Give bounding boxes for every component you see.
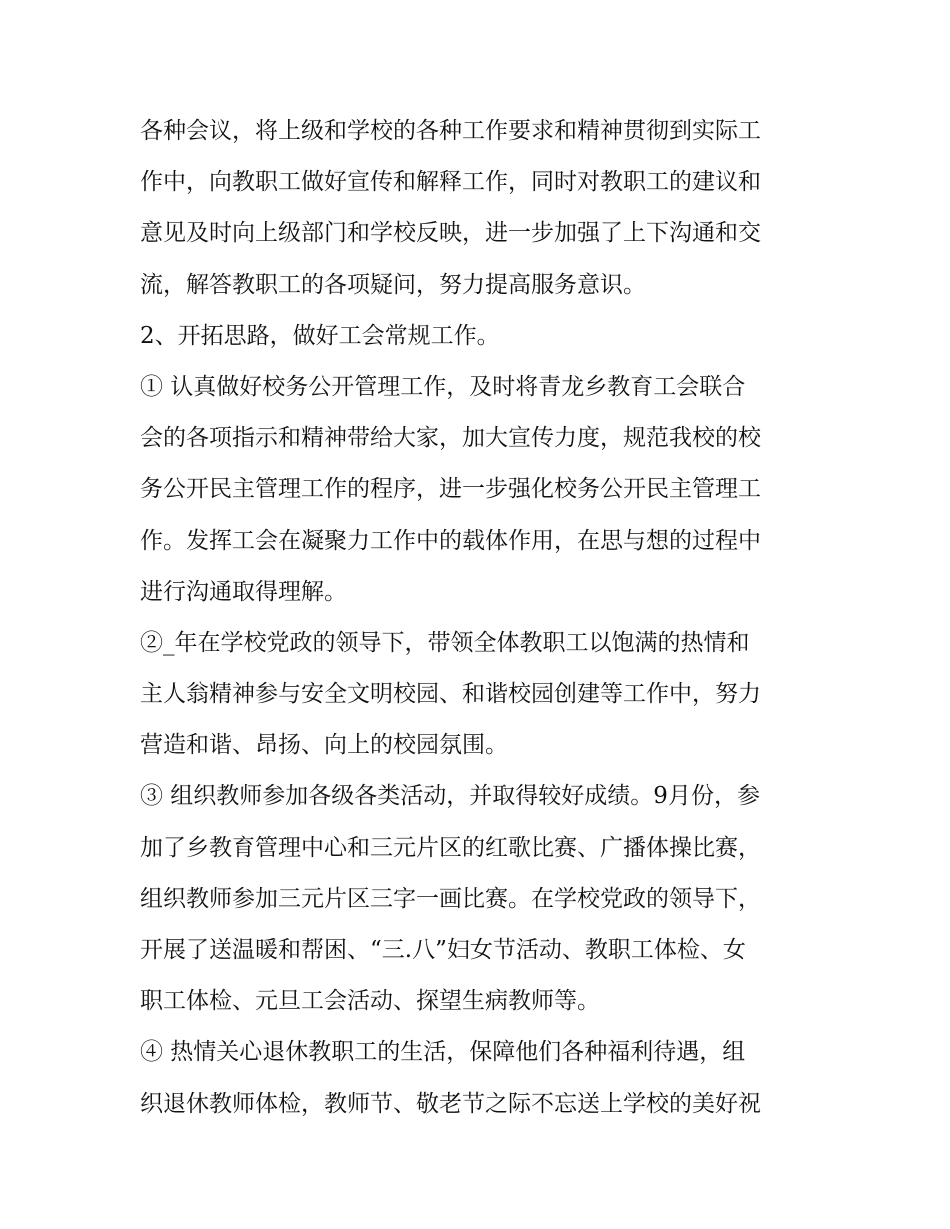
text-line: 加了乡教育管理中心和三元片区的红歌比赛、广播体操比赛， [140,834,761,861]
text-line: 各种会议，将上级和学校的各种工作要求和精神贯彻到实际工 [140,118,761,144]
text-line: 进行沟通取得理解。 [140,578,347,605]
text-line: 会的各项指示和精神带给大家，加大宣传力度，规范我校的校 [140,425,761,452]
text-line: 作。发挥工会在凝聚力工作中的载体作用，在思与想的过程中 [140,527,761,554]
text-line: 织退休教师体检，教师节、敬老节之际不忘送上学校的美好祝 [140,1090,761,1117]
text-line: ① 认真做好校务公开管理工作，及时将青龙乡教育工会联合 [140,373,746,400]
text-line: 意见及时向上级部门和学校反映，进一步加强了上下沟通和交 [140,220,761,247]
text-line: 营造和谐、昂扬、向上的校园氛围。 [140,732,508,759]
text-line: 开展了送温暖和帮困、“三.八”妇女节活动、教职工体检、女 [140,937,746,963]
section-heading: 2、开拓思路，做好工会常规工作。 [140,322,500,349]
text-line: 主人翁精神参与安全文明校园、和谐校园创建等工作中，努力 [140,681,761,708]
body-text [140,106,820,1130]
text-line: 作中，向教职工做好宣传和解释工作，同时对教职工的建议和 [140,169,761,196]
text-line: ②_年在学校党政的领导下，带领全体教职工以饱满的热情和 [140,629,750,656]
text-line: 职工体检、元旦工会活动、探望生病教师等。 [140,988,600,1015]
text-line: ④ 热情关心退休教职工的生活，保障他们各种福利待遇，组 [140,1039,746,1066]
text-line: ③ 组织教师参加各级各类活动，并取得较好成绩。9月份，参 [140,783,760,810]
text-line: 流，解答教职工的各项疑问，努力提高服务意识。 [140,271,646,298]
text-line: 务公开民主管理工作的程序，进一步强化校务公开民主管理工 [140,476,761,503]
text-line: 组织教师参加三元片区三字一画比赛。在学校党政的领导下， [140,885,761,912]
